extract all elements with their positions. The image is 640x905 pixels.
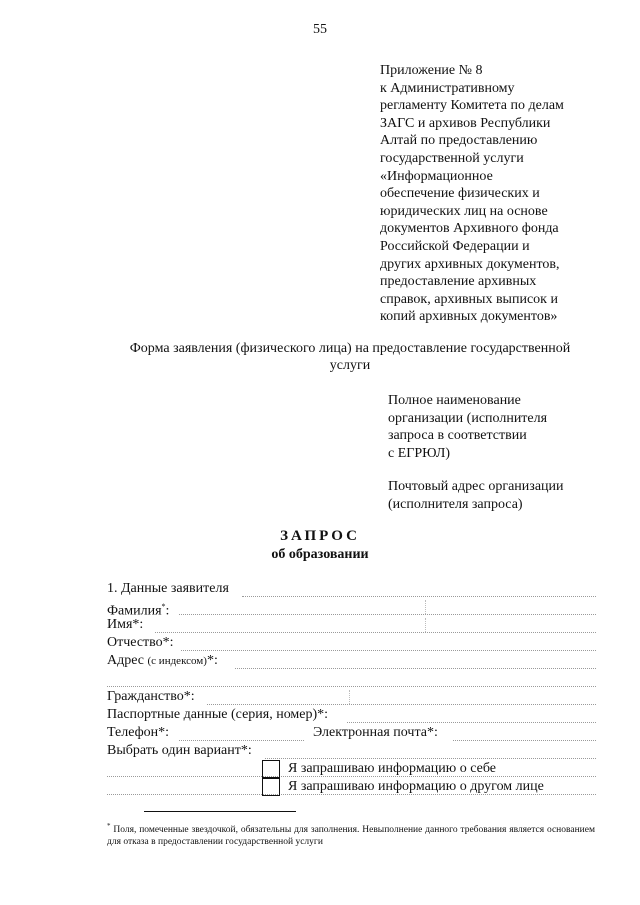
address-colon: *: bbox=[206, 653, 218, 668]
footnote-separator bbox=[144, 811, 296, 812]
appendix-line: Приложение № 8 bbox=[380, 63, 483, 78]
appendix-line: Российской Федерации и bbox=[380, 238, 530, 254]
appendix-line: копий архивных документов» bbox=[380, 309, 558, 325]
org-name-line: Полное наименование bbox=[388, 393, 521, 408]
org-name-line: запроса в соответствии bbox=[388, 428, 527, 443]
section-label: 1. Данные заявителя bbox=[107, 581, 229, 596]
org-name-line: с ЕГРЮЛ) bbox=[388, 445, 450, 461]
appendix-line: справок, архивных выписок и bbox=[380, 291, 558, 307]
footnote bbox=[107, 820, 595, 848]
surname-text: Фамилия bbox=[107, 603, 162, 619]
option-self-checkbox[interactable] bbox=[262, 760, 280, 778]
email-label: Электронная почта*: bbox=[313, 725, 438, 740]
org-address-line: Почтовый адрес организации bbox=[388, 479, 564, 494]
citizenship-label: Гражданство*: bbox=[107, 689, 195, 704]
appendix-line: предоставление архивных bbox=[380, 274, 537, 290]
appendix-line: к Административному bbox=[380, 80, 515, 96]
citizenship-row bbox=[107, 688, 596, 706]
phone-label: Телефон*: bbox=[107, 725, 170, 740]
appendix-note bbox=[380, 62, 620, 326]
passport-row bbox=[107, 706, 596, 724]
appendix-line: «Информационное bbox=[380, 168, 493, 184]
footnote-mark: * bbox=[107, 822, 111, 830]
choose-label: Выбрать один вариант*: bbox=[107, 743, 252, 758]
field-separator bbox=[425, 600, 426, 614]
field-separator bbox=[349, 690, 350, 704]
surname-mark: * bbox=[161, 602, 166, 611]
choose-dotted-line bbox=[265, 758, 596, 759]
appendix-line: регламенту Комитета по делам bbox=[380, 98, 564, 114]
form-title-line: услуги bbox=[329, 358, 371, 373]
org-name-block bbox=[388, 392, 618, 462]
citizenship-input-line[interactable] bbox=[207, 704, 596, 705]
address-input-line[interactable] bbox=[235, 668, 596, 669]
passport-input-line[interactable] bbox=[347, 722, 596, 723]
address-continuation-row bbox=[107, 670, 596, 688]
patronymic-row bbox=[107, 634, 596, 652]
appendix-line: Алтай по предоставлению bbox=[380, 133, 538, 149]
name-input-line[interactable] bbox=[155, 632, 596, 633]
appendix-line: документов Архивного фонда bbox=[380, 221, 559, 237]
org-name-line: организации (исполнителя bbox=[388, 410, 548, 426]
option-row-1 bbox=[107, 760, 596, 778]
footnote-text: Поля, помеченные звездочкой, обязательны для заполнения. Невыполнение данного требования является основанием для отказа в предоставлении государственной услуги bbox=[107, 825, 595, 848]
section-dotted-line bbox=[242, 596, 596, 597]
surname-input-line[interactable] bbox=[179, 614, 596, 615]
option-other-label: Я запрашиваю информацию о другом лице bbox=[288, 779, 544, 794]
org-address-block bbox=[388, 478, 618, 513]
phone-row bbox=[107, 724, 596, 742]
appendix-line: обеспечение физических и bbox=[380, 186, 540, 202]
option-other-checkbox[interactable] bbox=[262, 778, 280, 796]
field-separator bbox=[425, 618, 426, 632]
patronymic-input-line[interactable] bbox=[181, 650, 596, 651]
patronymic-label: Отчество*: bbox=[107, 635, 174, 650]
appendix-line: ЗАГС и архивов Республики bbox=[380, 115, 551, 131]
choose-row bbox=[107, 742, 596, 760]
appendix-line: государственной услуги bbox=[380, 150, 524, 166]
email-input-line[interactable] bbox=[453, 740, 596, 741]
address-label bbox=[107, 652, 218, 670]
request-title: ЗАПРОС bbox=[280, 528, 360, 544]
name-row bbox=[107, 616, 596, 634]
appendix-line: других архивных документов, bbox=[380, 256, 560, 272]
form-title-line: Форма заявления (физического лица) на предоставление государственной bbox=[129, 341, 571, 356]
option-self-label: Я запрашиваю информацию о себе bbox=[288, 761, 496, 776]
name-label: Имя*: bbox=[107, 617, 144, 632]
address-note: (с индексом) bbox=[147, 655, 207, 667]
address-input-line-2[interactable] bbox=[107, 686, 596, 687]
address-row bbox=[107, 652, 596, 670]
option-row-2 bbox=[107, 778, 596, 796]
surname-colon: : bbox=[165, 603, 170, 619]
page-number: 55 bbox=[313, 22, 327, 37]
surname-row bbox=[107, 598, 596, 619]
passport-label: Паспортные данные (серия, номер)*: bbox=[107, 707, 329, 722]
org-address-line: (исполнителя запроса) bbox=[388, 496, 523, 512]
request-subtitle: об образовании bbox=[271, 547, 369, 562]
appendix-line: юридических лиц на основе bbox=[380, 203, 548, 219]
form-title bbox=[100, 340, 600, 374]
phone-input-line[interactable] bbox=[179, 740, 304, 741]
section-row bbox=[107, 580, 596, 598]
address-text: Адрес bbox=[107, 653, 145, 668]
